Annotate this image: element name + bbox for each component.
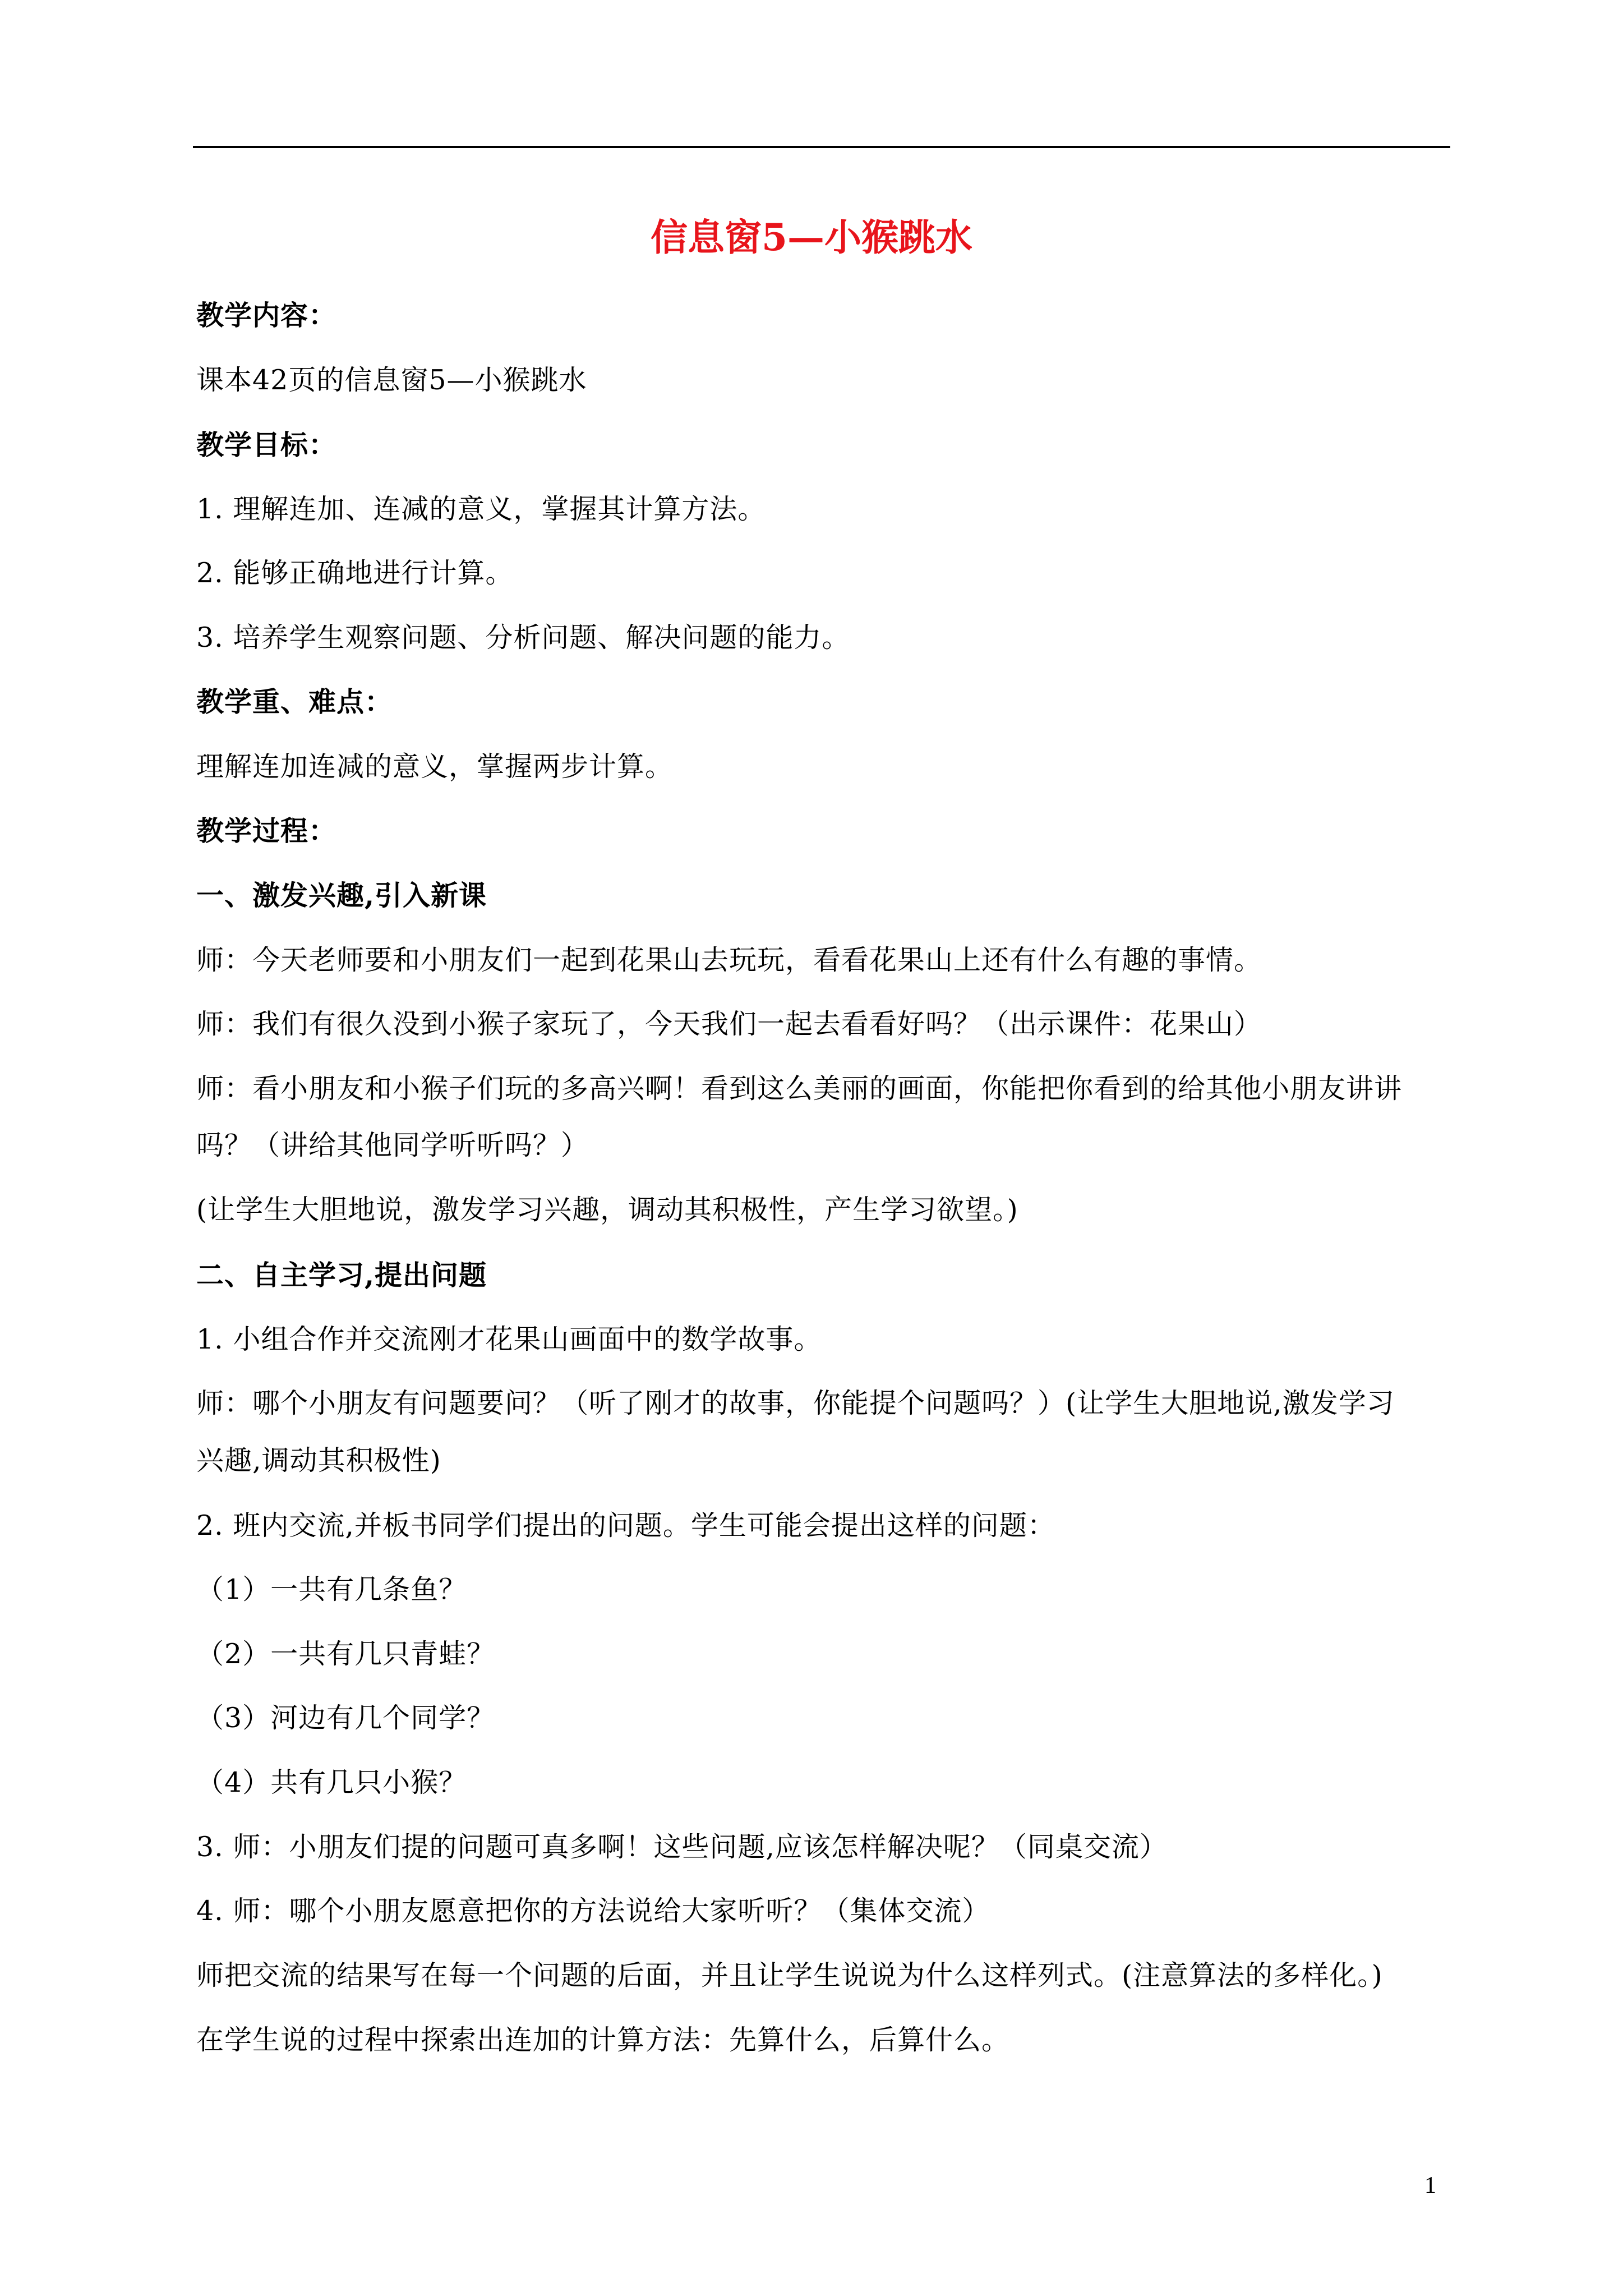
paragraph-line: 师：看小朋友和小猴子们玩的多高兴啊！看到这么美丽的画面，你能把你看到的给其他小朋友讲讲 bbox=[196, 1073, 1403, 1105]
question-item: （4）共有几只小猴？ bbox=[196, 1766, 467, 1798]
list-item: 1. 理解连加、连减的意义，掌握其计算方法。 bbox=[196, 493, 766, 525]
paragraph-line: 师把交流的结果写在每一个问题的后面，并且让学生说说为什么这样列式。(注意算法的多样化。) bbox=[196, 1959, 1383, 1991]
paragraph-line: 课本42页的信息窗5—小猴跳水 bbox=[196, 364, 587, 396]
list-item: 4. 师：哪个小朋友愿意把你的方法说给大家听听？（集体交流） bbox=[196, 1895, 990, 1927]
question-item: （3）河边有几个同学？ bbox=[196, 1702, 495, 1734]
paragraph-line: 兴趣,调动其积极性) bbox=[196, 1444, 441, 1476]
section-heading-objectives: 教学目标： bbox=[196, 429, 337, 461]
list-item: 3. 培养学生观察问题、分析问题、解决问题的能力。 bbox=[196, 622, 850, 654]
paragraph-line: 吗？（讲给其他同学听听吗？） bbox=[196, 1129, 589, 1161]
paragraph-line: 师：我们有很久没到小猴子家玩了，今天我们一起去看看好吗？（出示课件：花果山） bbox=[196, 1008, 1262, 1040]
subsection-heading-1: 一、激发兴趣,引入新课 bbox=[196, 879, 487, 912]
list-item: 2. 能够正确地进行计算。 bbox=[196, 557, 514, 589]
list-item: 2. 班内交流,并板书同学们提出的问题。学生可能会提出这样的问题： bbox=[196, 1510, 1055, 1542]
section-heading-process: 教学过程： bbox=[196, 815, 337, 847]
paragraph-line: 师：今天老师要和小朋友们一起到花果山去玩玩，看看花果山上还有什么有趣的事情。 bbox=[196, 944, 1262, 976]
section-heading-content: 教学内容： bbox=[196, 299, 337, 332]
document-title: 信息窗5—小猴跳水 bbox=[651, 215, 972, 259]
page-number: 1 bbox=[1424, 2173, 1436, 2198]
paragraph-line: (让学生大胆地说，激发学习兴趣，调动其积极性，产生学习欲望。) bbox=[196, 1194, 1018, 1226]
paragraph-line: 在学生说的过程中探索出连加的计算方法：先算什么，后算什么。 bbox=[196, 2024, 1010, 2056]
list-item: 1. 小组合作并交流刚才花果山画面中的数学故事。 bbox=[196, 1323, 822, 1355]
question-item: （2）一共有几只青蛙？ bbox=[196, 1638, 495, 1670]
paragraph-line: 师：哪个小朋友有问题要问？（听了刚才的故事，你能提个问题吗？）(让学生大胆地说,激发学习 bbox=[196, 1387, 1395, 1419]
header-rule bbox=[193, 146, 1450, 148]
list-item: 3. 师：小朋友们提的问题可真多啊！这些问题,应该怎样解决呢？（同桌交流） bbox=[196, 1831, 1168, 1863]
paragraph-line: 理解连加连减的意义，掌握两步计算。 bbox=[196, 751, 674, 783]
section-heading-key-points: 教学重、难点： bbox=[196, 685, 393, 718]
subsection-heading-2: 二、自主学习,提出问题 bbox=[196, 1259, 487, 1291]
question-item: （1）一共有几条鱼？ bbox=[196, 1573, 467, 1605]
